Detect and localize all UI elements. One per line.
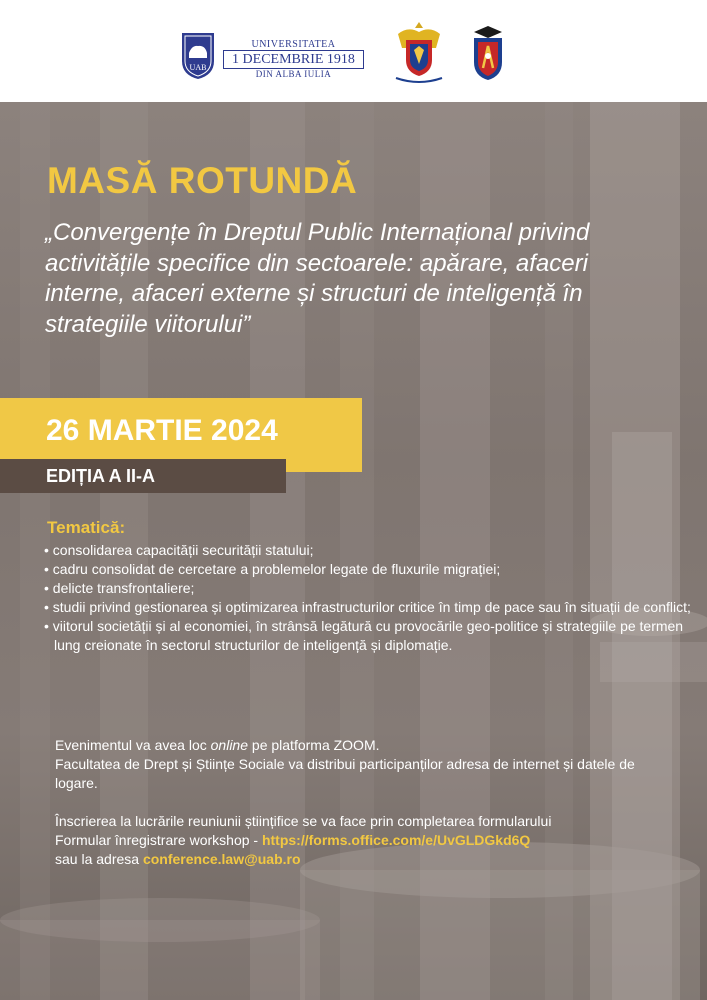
uab-abbr: UAB [189,63,207,72]
form-label: Formular înregistrare workshop - [55,832,262,848]
registration-text: Înscrierea la lucrările reuniunii științifice se va face prin completarea formularului [55,813,552,829]
tematica-list [44,541,694,655]
academy-crest-logo [470,22,506,84]
uab-line2: 1 DECEMBRIE 1918 [223,50,364,69]
header [0,0,707,102]
form-link[interactable]: https://forms.office.com/e/UvGLDGkd6Q [261,832,531,848]
romanian-crest-logo [390,20,448,86]
tematica-item: • viitorul societății și al economiei, în strânsă legătură cu provocările geo-politice și strategiile pe termen lung creionate în sectorul structurilor de inteligență și diplomație. [44,617,694,655]
event-title: MASĂ ROTUNDĂ [47,160,358,201]
online-word: online [210,737,249,753]
tematica-item: • studii privind gestionarea și optimizarea infrastructurilor critice în timp de pace sau în situații de conflict; [44,598,694,617]
email-link[interactable]: conference.law@uab.ro [142,851,301,867]
tematica-heading: Tematică: [47,518,126,537]
online-info-text-end: pe platforma ZOOM. [248,737,380,753]
uab-line3: DIN ALBA IULIA [255,69,332,79]
registration-paragraph [55,812,675,869]
tematica-item: • delicte transfrontaliere; [44,579,694,598]
event-edition: EDIȚIA A II-A [46,466,155,486]
tematica-item: • cadru consolidat de cercetare a problemelor legate de fluxurile migrației; [44,560,694,579]
event-subtitle: „Convergențe în Dreptul Public Internațional privind activitățile specifice din sectoarele: apărare, afaceri interne, afaceri externe și structuri de inteligență în strategiile viitorului” [45,219,590,338]
uab-shield-logo [180,31,216,81]
event-date: 26 MARTIE 2024 [46,414,278,447]
login-info-text: Facultatea de Drept și Științe Sociale va distribui participanților adresa de internet și datele de logare. [55,756,635,791]
online-info-text: Evenimentul va avea loc [55,737,211,753]
event-info [55,736,675,888]
online-info-paragraph [55,736,675,793]
tematica-item: • consolidarea capacității securității statului; [44,541,694,560]
email-label: sau la adresa [55,851,143,867]
uab-line1: UNIVERSITATEA [251,39,336,50]
uab-name [221,39,366,79]
